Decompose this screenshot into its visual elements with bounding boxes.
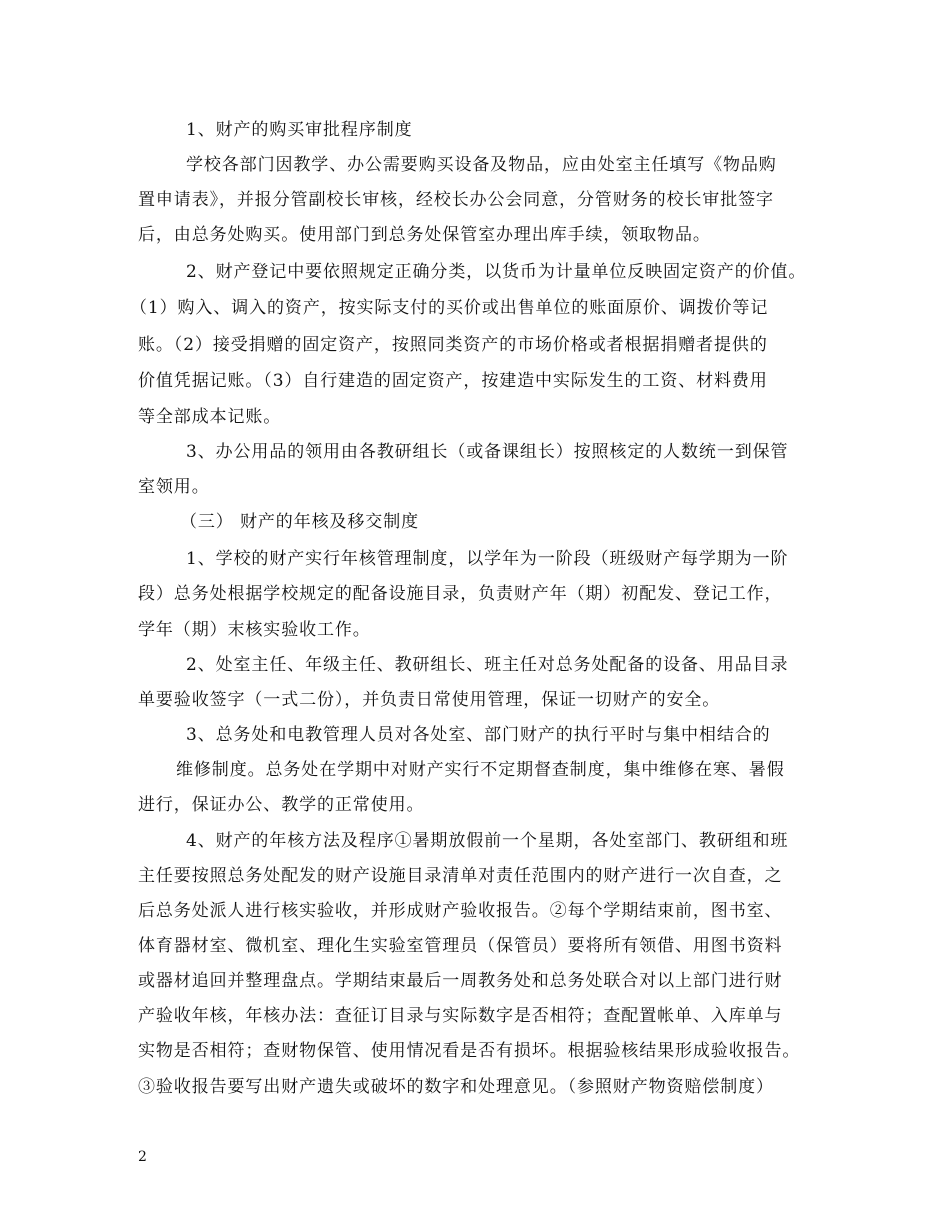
paragraph-line: 进行，保证办公、教学的正常使用。 — [138, 795, 425, 815]
paragraph-line: ③验收报告要写出财产遗失或破坏的数字和处理意见。（参照财产物资赔偿制度） — [138, 1077, 774, 1097]
paragraph-line: （1）购入、调入的资产，按实际支付的买价或出售单位的账面原价、调拨价等记 — [130, 298, 769, 318]
paragraph-line: 3、总务处和电教管理人员对各处室、部门财产的执行平时与集中相结合的 — [186, 725, 771, 745]
paragraph-line: 单要验收签字（一式二份），并负责日常使用管理，保证一切财产的安全。 — [138, 690, 721, 710]
paragraph-line: 4、财产的年核方法及程序①暑期放假前一个星期，各处室部门、教研组和班 — [186, 831, 789, 851]
paragraph-line: 体育器材室、微机室、理化生实验室管理员（保管员）要将所有领借、用图书资料 — [138, 936, 783, 956]
paragraph-line: 1、学校的财产实行年核管理制度，以学年为一阶段（班级财产每学期为一阶 — [186, 549, 789, 569]
page-number: 2 — [138, 1149, 147, 1165]
paragraph-line: 2、处室主任、年级主任、教研组长、班主任对总务处配备的设备、用品目录 — [186, 655, 789, 675]
paragraph-line: 主任要按照总务处配发的财产设施目录清单对责任范围内的财产进行一次自查，之 — [138, 866, 783, 886]
paragraph-line: 段）总务处根据学校规定的配备设施目录，负责财产年（期）初配发、登记工作， — [138, 584, 783, 604]
paragraph-line: 2、财产登记中要依照规定正确分类，以货币为计量单位反映固定资产的价值。 — [186, 262, 807, 282]
paragraph-line: 学校各部门因教学、办公需要购买设备及物品，应由处室主任填写《物品购 — [186, 155, 777, 175]
paragraph-line: 置申请表》，并报分管副校长审核，经校长办公会同意，分管财务的校长审批签字 — [138, 190, 774, 210]
section-heading: 1、财产的购买审批程序制度 — [186, 120, 413, 140]
section-heading: （三） 财产的年核及移交制度 — [180, 512, 420, 532]
paragraph-line: 室领用。 — [138, 477, 210, 497]
paragraph-line: 后总务处派人进行核实验收，并形成财产验收报告。②每个学期结束前，图书室、 — [138, 901, 783, 921]
paragraph-line: 学年（期）末核实验收工作。 — [138, 620, 371, 640]
paragraph-line: 账。（2）接受捐赠的固定资产，按照同类资产的市场价格或者根据捐赠者提供的 — [138, 335, 768, 355]
paragraph-line: 实物是否相符；查财物保管、使用情况看是否有损坏。根据验核结果形成验收报告。 — [138, 1041, 801, 1061]
paragraph-line: 或器材追回并整理盘点。学期结束最后一周教务处和总务处联合对以上部门进行财 — [138, 971, 783, 991]
paragraph-line: 3、办公用品的领用由各教研组长（或备课组长）按照核定的人数统一到保管 — [186, 442, 789, 462]
paragraph-line: 产验收年核，年核办法：查征订目录与实际数字是否相符；查配置帐单、入库单与 — [138, 1006, 783, 1026]
paragraph-line: 价值凭据记账。（3）自行建造的固定资产，按建造中实际发生的工资、材料费用 — [138, 371, 768, 391]
paragraph-line: 后，由总务处购买。使用部门到总务处保管室办理出库手续，领取物品。 — [138, 225, 711, 245]
paragraph-line: 维修制度。总务处在学期中对财产实行不定期督查制度，集中维修在寒、暑假 — [176, 760, 785, 780]
paragraph-line: 等全部成本记账。 — [138, 407, 282, 427]
